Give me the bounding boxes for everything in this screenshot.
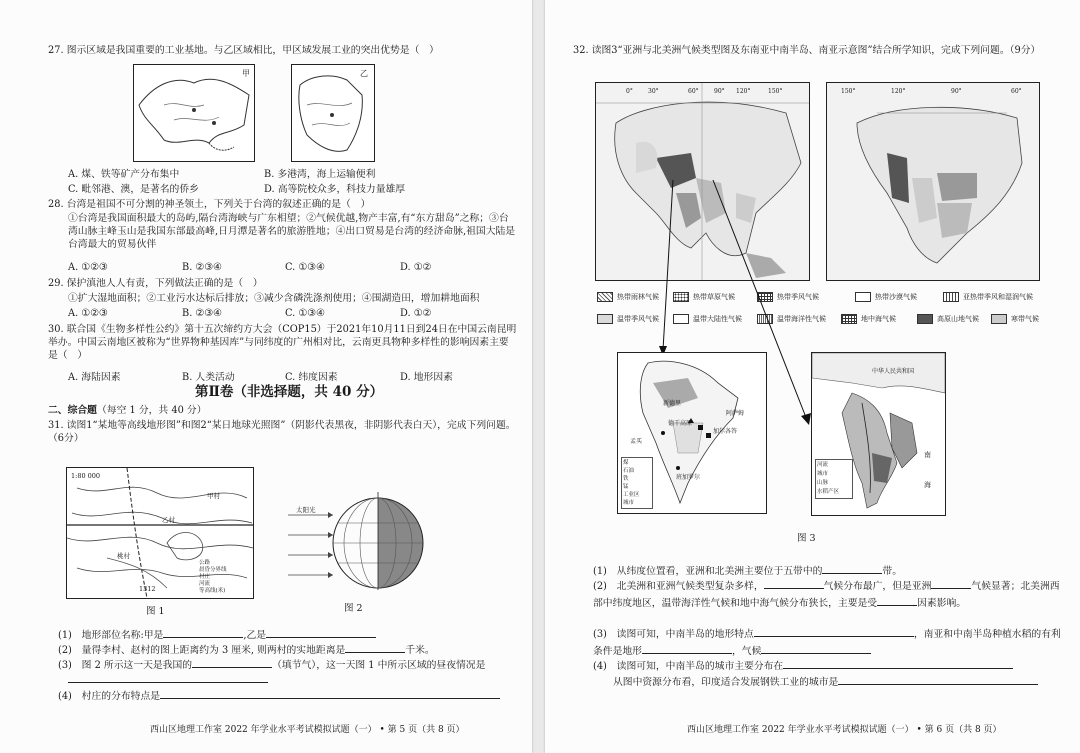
q27-map-yi	[291, 64, 375, 162]
q32-sub2c: 气候显著；北美洲西部中纬度地区，温带海洋性气候和地中海气候分布狭长，主要是受	[593, 581, 1060, 609]
section-note: （每空 1 分，共 40 分）	[96, 405, 207, 416]
q31-answer-day-night[interactable]	[68, 672, 268, 683]
q32-answer-factor[interactable]	[877, 595, 917, 606]
q31-answer-village[interactable]	[160, 688, 500, 699]
q28-option-b[interactable]: B. ②③④	[182, 262, 222, 273]
q29-option-d[interactable]: D. ①②	[400, 308, 432, 319]
q32-sub2b: 气候分布最广，但是亚洲	[823, 581, 932, 592]
section-title: 二、综合题	[48, 405, 97, 416]
fig1-legend-road: 公路	[199, 560, 211, 566]
q31-sub2: (2) 量得李村、赵村的图上距离约为 3 厘米, 则两村的实地距离是	[58, 645, 346, 656]
q30-option-d[interactable]: D. 地形因素	[400, 372, 453, 383]
q29-stem: 29. 保护滇池人人有责，下列做法正确的是（ ）	[48, 278, 263, 289]
india-label-newdelhi: 新德里	[663, 400, 682, 407]
q29-body: ①扩大湿地面积；②工业污水达标后排放；③减少含磷洗涤剂使用；④围湖造田，增加耕地面积	[68, 293, 480, 304]
q31-answer-distance[interactable]	[345, 642, 405, 653]
legend-tropical-monsoon: 热带季风气候	[757, 292, 819, 302]
asia-lon-0: 0°	[626, 88, 633, 95]
q29-option-b[interactable]: B. ②③④	[182, 308, 222, 319]
q28-body: ①台湾是我国面积最大的岛屿,隔台湾海峡与广东相望；②气候优越,物产丰富,有“东方甜岛”之称；③台湾山脉主峰玉山是我国东部最高峰,日月潭是著名的旅游胜地；④出口贸易是台湾的经济命脉,祖国大陆是台湾最大的贸易伙伴	[68, 213, 516, 250]
q32-answer-terrain[interactable]	[754, 626, 914, 637]
q30-option-c[interactable]: C. 纬度因素	[285, 372, 338, 383]
q32-sub3b: ，南亚和中南半岛种植水稻的有利条件是地形	[593, 629, 1061, 657]
q32-sub4a: (4) 读图可知，中南半岛的城市主要分布在	[593, 661, 784, 672]
q32-answer-rice-terrain[interactable]	[642, 643, 732, 654]
q31-sub3: (3) 图 2 所示这一天是我国的	[58, 660, 193, 671]
page5-footer: 西山区地理工作室 2022 年学业水平考试模拟试题（一） • 第 5 页（共 8 页）	[150, 725, 465, 735]
fig2-caption: 图 2	[344, 603, 363, 614]
asia-lon-90: 90°	[714, 88, 725, 95]
q31-sub2-unit: 千米。	[405, 645, 435, 656]
legend-subtropical-monsoon: 亚热带季风和湿润气候	[943, 292, 1033, 302]
india-legend	[621, 457, 653, 509]
fig1-legend	[199, 560, 251, 595]
q32-stem: 32. 读图3“亚洲与北美洲气候类型图及东南亚中南半岛、南亚示意图”结合所学知识，完成下列问题。（9分）	[573, 45, 1041, 56]
q30-option-a[interactable]: A. 海陆因素	[68, 372, 121, 383]
q32-answer-zone[interactable]	[822, 563, 882, 574]
q28-stem: 28. 台湾是祖国不可分割的神圣领土，下列关于台湾的叙述正确的是（ ）	[48, 199, 371, 210]
q27-option-b[interactable]: B. 多港湾，海上运输便利	[264, 169, 376, 180]
asia-lon-120: 120°	[736, 88, 751, 95]
q28-option-c[interactable]: C. ①③④	[285, 262, 325, 273]
fig1-legend-terminator: 晨昏分界线	[199, 567, 227, 573]
q27-option-a[interactable]: A. 煤、铁等矿产分布集中	[68, 169, 180, 180]
india-label-kolkata: 加尔各答	[713, 428, 738, 435]
indochina-legend-river: 河流	[817, 462, 829, 468]
q31-stem: 31. 读图1“某地等高线地形图”和图2“某日地球光照图”（阴影代表黑夜，非阴影代表白天），完成下列问题。（6分）	[48, 420, 516, 444]
india-legend-manganese: 锰	[623, 484, 629, 490]
q27-option-c[interactable]: C. 毗邻港、澳，是著名的侨乡	[68, 184, 199, 195]
q32-answer-rice-climate[interactable]	[761, 643, 871, 654]
q27-stem: 27. 图示区域是我国重要的工业基地。与乙区域相比，甲区域发展工业的突出优势是（ ）	[48, 45, 439, 56]
indochina-legend-mountain: 山脉	[817, 480, 829, 486]
fig1-caption: 图 1	[146, 606, 165, 617]
legend-tropical-rainforest: 热带雨林气候	[597, 292, 659, 302]
fig3-caption: 图 3	[797, 533, 816, 544]
na-lon-60: 60°	[1011, 88, 1022, 95]
part2-title: 第Ⅱ卷（非选择题，共 40 分）	[195, 384, 384, 400]
india-legend-industrial: 工业区	[623, 492, 640, 498]
asia-lon-150: 150°	[768, 88, 783, 95]
asia-lon-60: 60°	[688, 88, 699, 95]
q27-map-jia	[133, 64, 255, 162]
indochina-legend-city: 城市	[817, 471, 829, 477]
q31-answer-yi[interactable]	[266, 627, 376, 638]
q32-answer-city-distribution[interactable]	[783, 658, 1013, 669]
india-legend-iron: 铁	[623, 476, 629, 482]
fig2-sun-label: 太阳光	[296, 506, 316, 514]
map-jia-label: 甲	[242, 69, 250, 78]
india-label-bangalore: 班加罗尔	[676, 474, 701, 481]
q29-option-a[interactable]: A. ①②③	[68, 308, 108, 319]
legend-tropical-savanna: 热带草原气候	[673, 292, 735, 302]
q31-figure1-contour-map	[66, 467, 254, 599]
indochina-label-hai: 海	[924, 481, 931, 489]
legend-temperate-maritime: 温带海洋性气候	[757, 314, 826, 324]
india-label-assam: 阿萨姆	[726, 410, 745, 417]
q32-answer-asia-climate[interactable]	[931, 578, 971, 589]
indochina-inset-map	[811, 352, 946, 516]
indochina-label-china: 中华人民共和国	[872, 368, 915, 375]
asia-lon-30: 30°	[648, 88, 659, 95]
legend-temperate-monsoon: 温带季风气候	[597, 314, 659, 324]
map-jia-figure	[134, 65, 254, 161]
india-legend-oil: 石油	[623, 468, 635, 474]
q32-sub2d: 因素影响。	[917, 598, 967, 609]
q30-option-b[interactable]: B. 人类活动	[182, 372, 235, 383]
na-lon-150: 150°	[841, 88, 856, 95]
q31-sub1b: ,乙是	[243, 630, 267, 641]
india-label-mumbai: 孟买	[630, 438, 643, 445]
q32-sub4b: 从图中资源分布看，印度适合发展钢铁工业的城市是	[613, 677, 839, 688]
q29-option-c[interactable]: C. ①③④	[285, 308, 325, 319]
q32-sub3c: ，气候	[731, 646, 762, 657]
indochina-label-nan: 南	[924, 451, 931, 459]
q28-option-a[interactable]: A. ①②③	[68, 262, 108, 273]
fig1-legend-contour: 等高线(米)	[199, 588, 226, 594]
indochina-legend	[815, 459, 853, 499]
legend-tropical-desert: 热带沙漠气候	[855, 292, 917, 302]
q32-sub1-end: 带。	[882, 566, 903, 577]
fig1-label-yicun: 乙村	[162, 516, 175, 524]
q31-answer-solar-term[interactable]	[192, 657, 272, 668]
india-legend-city: 城市	[623, 500, 635, 506]
fig1-label-jiacun: 甲村	[207, 492, 220, 500]
fig1-legend-village: 村庄	[199, 574, 211, 580]
fig1-legend-river: 河流	[199, 581, 211, 587]
q31-sub3b: （填节气），这一天图 1 中所示区域的昼夜情况是	[272, 660, 486, 671]
fig1-label-elev: 1312	[139, 585, 156, 593]
indochina-legend-rice: 水稻产区	[817, 489, 840, 495]
na-lon-90: 90°	[951, 88, 962, 95]
legend-highland: 高原山地气候	[917, 314, 979, 324]
map-yi-label: 乙	[360, 69, 368, 78]
fig1-label-taocun: 桃村	[117, 552, 130, 560]
page6-footer: 西山区地理工作室 2022 年学业水平考试模拟试题（一） • 第 6 页（共 8 页）	[687, 725, 1002, 735]
q32-answer-steel-city[interactable]	[838, 674, 1038, 685]
india-legend-coal: 煤	[623, 460, 629, 466]
exam-page-5	[0, 0, 532, 753]
q31-answer-jia[interactable]	[163, 627, 243, 638]
q32-sub2a: (2) 北美洲和亚洲气候类型复杂多样，	[593, 581, 764, 592]
legend-mediterranean: 地中海气候	[841, 314, 896, 324]
q32-answer-widest-climate[interactable]	[764, 578, 824, 589]
q31-sub4: (4) 村庄的分布特点是	[58, 691, 161, 702]
q30-stem: 30. 联合国《生物多样性公约》第十五次缔约方大会（COP15）于2021年10月11日到24日在中国云南昆明举办。中国云南地区被称为“世界物种基因库”与同纬度的广州相对比，云南更具物种多样性的影响因素主要是（ ）	[48, 324, 517, 361]
na-lon-120: 120°	[891, 88, 906, 95]
fig1-scale: 1:80 000	[71, 472, 101, 480]
q32-sub3a: (3) 读图可知，中南半岛的地形特点	[593, 629, 754, 640]
q31-sub1: (1) 地形部位名称:甲是	[58, 630, 164, 641]
south-asia-inset-map	[617, 352, 767, 514]
exam-page-6	[545, 0, 1080, 753]
legend-polar: 寒带气候	[991, 314, 1039, 324]
legend-temperate-continental: 温带大陆性气候	[673, 314, 742, 324]
q28-option-d[interactable]: D. ①②	[400, 262, 432, 273]
india-label-deccan: 德干高原	[668, 420, 693, 427]
q27-option-d[interactable]: D. 高等院校众多，科技力量雄厚	[264, 184, 406, 195]
q32-sub1: (1) 从纬度位置看，亚洲和北美洲主要位于五带中的	[593, 566, 823, 577]
